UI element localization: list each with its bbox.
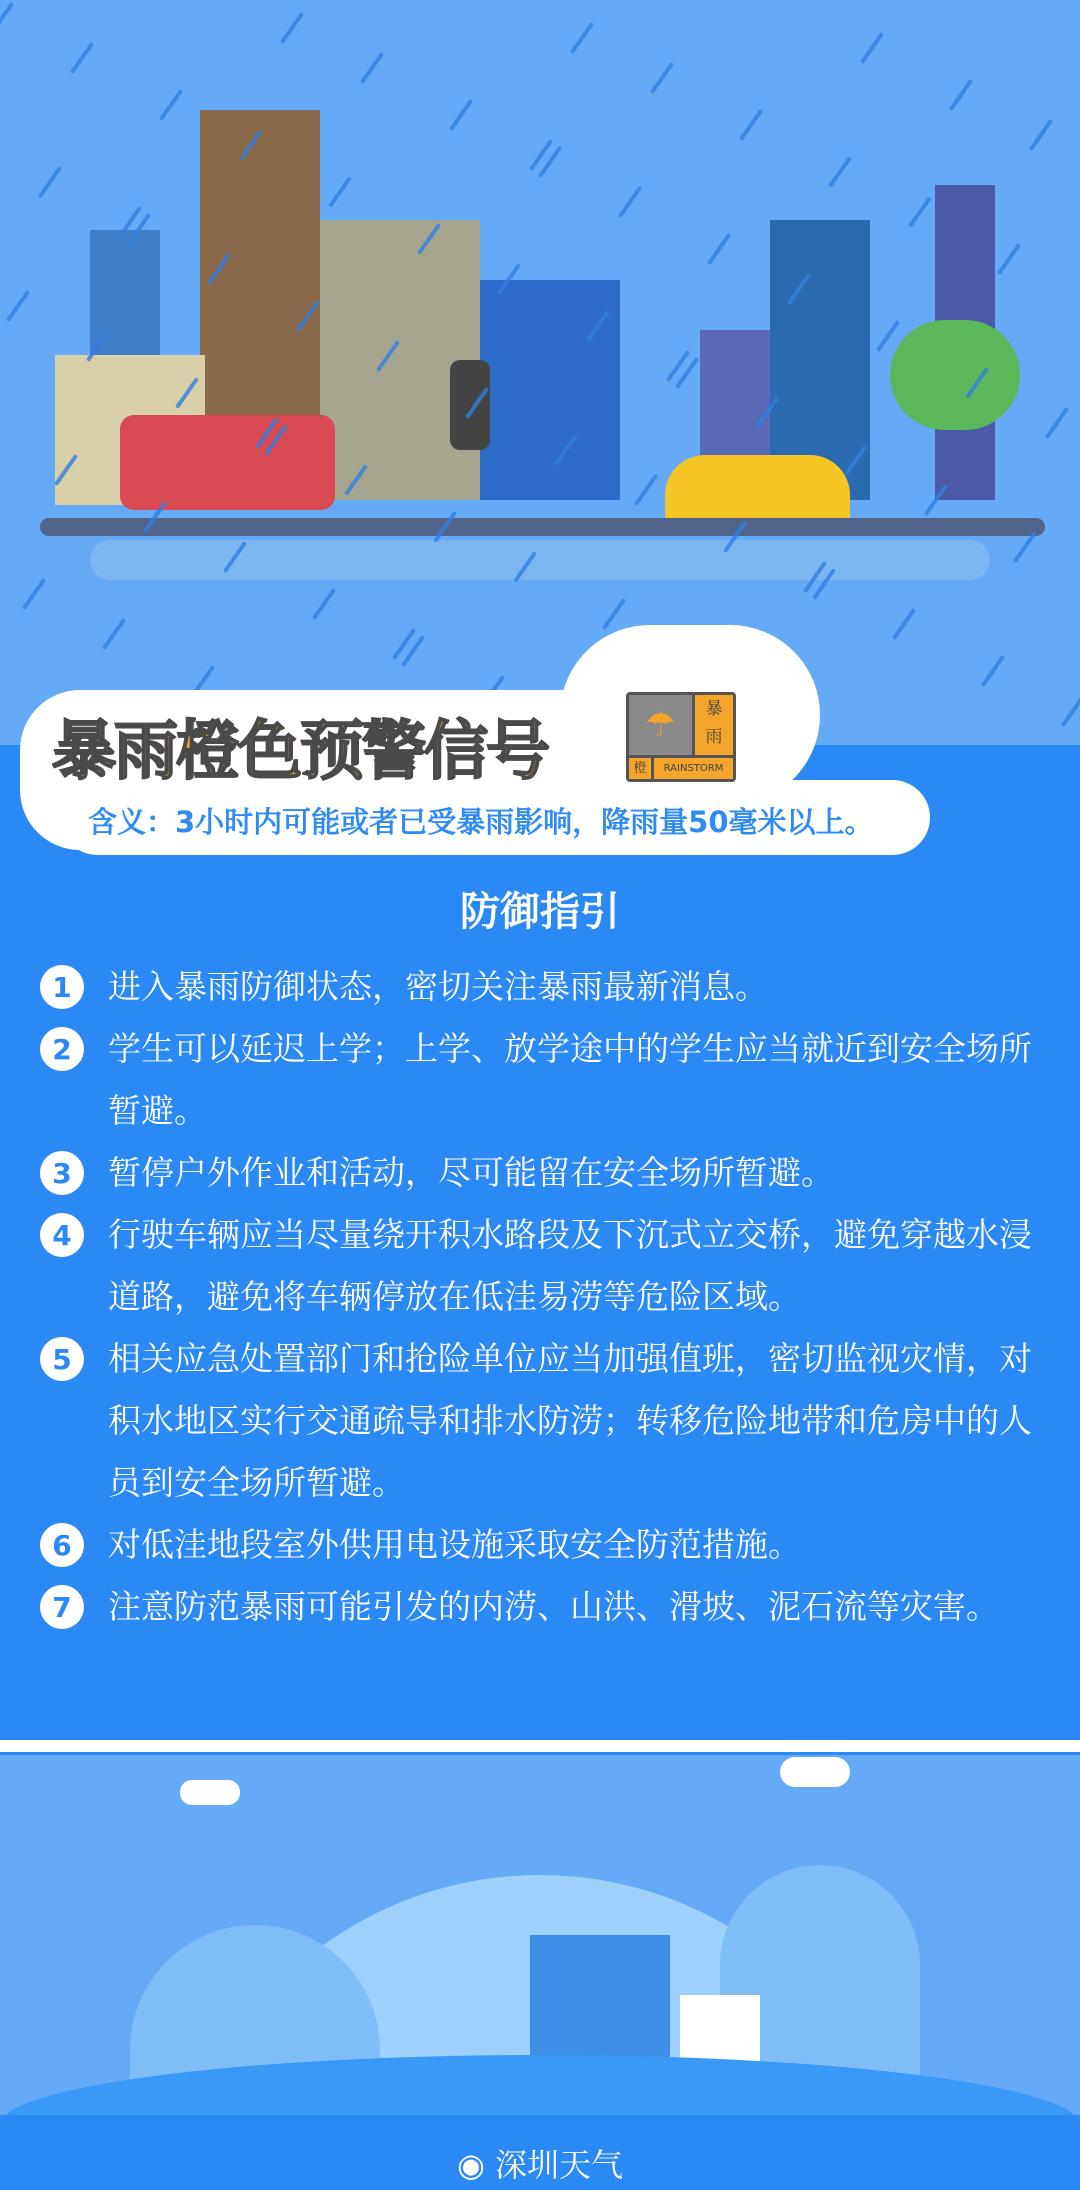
guide-text: 相关应急处置部门和抢险单位应当加强值班，密切监视灾情，对积水地区实行交通疏导和排水防涝；转移危险地带和危房中的人员到安全场所暂避。	[108, 1339, 1032, 1502]
guide-item	[40, 1576, 1050, 1638]
building	[480, 280, 620, 500]
number-badge: 5	[40, 1337, 84, 1381]
tree	[890, 320, 1020, 430]
rain-cloud-icon: ☂	[629, 695, 692, 755]
number-badge: 6	[40, 1523, 84, 1567]
raindrop	[328, 176, 352, 208]
raindrop	[634, 474, 658, 506]
raindrop	[650, 62, 674, 94]
raindrop	[707, 233, 731, 265]
guide-item	[40, 956, 1050, 1018]
raindrop	[892, 608, 916, 640]
guide-item	[40, 1204, 1050, 1328]
raindrop	[0, 2, 14, 34]
warning-title: 暴雨橙色预警信号	[52, 715, 548, 789]
road	[40, 518, 1045, 536]
raindrop	[1029, 119, 1053, 151]
raindrop	[908, 196, 932, 228]
badge-char: 暴	[705, 699, 723, 719]
guide-item	[40, 1142, 1050, 1204]
raindrop	[981, 655, 1005, 687]
raindrop	[997, 243, 1021, 275]
divider	[0, 1740, 1080, 1752]
bus	[120, 415, 335, 510]
car	[665, 455, 850, 525]
puddle-reflection	[90, 540, 990, 580]
raindrop	[739, 109, 763, 141]
cloud	[180, 1780, 240, 1805]
landscape-illustration	[0, 1755, 1080, 2190]
guide-text: 暂停户外作业和活动，尽可能留在安全场所暂避。	[108, 1153, 834, 1192]
raindrop	[449, 99, 473, 131]
brand-name: 深圳天气	[495, 2146, 624, 2184]
number-badge: 7	[40, 1585, 84, 1629]
badge-color-label: 橙	[629, 758, 651, 779]
traffic-light	[450, 360, 490, 450]
guide-text: 行驶车辆应当尽量绕开积水路段及下沉式立交桥，避免穿越水浸道路，避免将车辆停放在低洼易涝等危险区域。	[108, 1215, 1032, 1316]
guide-title: 防御指引	[460, 889, 620, 935]
raindrop	[6, 290, 30, 322]
raindrop	[280, 12, 304, 44]
guide-list	[40, 956, 1050, 1638]
raindrop	[618, 186, 642, 218]
raindrop	[312, 588, 336, 620]
raindrop	[860, 32, 884, 64]
number-badge: 2	[40, 1027, 84, 1071]
raindrop	[1045, 407, 1069, 439]
warning-meaning: 含义：3小时内可能或者已受暴雨影响，降雨量50毫米以上。	[88, 805, 874, 839]
footer-brand	[0, 2140, 1080, 2186]
raindrop	[828, 156, 852, 188]
cloud	[780, 1757, 850, 1787]
number-badge: 3	[40, 1151, 84, 1195]
raindrop	[602, 598, 626, 630]
raindrop	[70, 42, 94, 74]
raindrop	[949, 79, 973, 111]
guide-item	[40, 1514, 1050, 1576]
guide-text: 注意防范暴雨可能引发的内涝、山洪、滑坡、泥石流等灾害。	[108, 1587, 999, 1626]
weibo-icon: ◉	[456, 2146, 485, 2184]
raindrop	[570, 22, 594, 54]
number-badge: 1	[40, 965, 84, 1009]
guide-item	[40, 1328, 1050, 1514]
number-badge: 4	[40, 1213, 84, 1257]
badge-char: 雨	[705, 727, 723, 747]
rainstorm-orange-badge	[626, 692, 736, 782]
raindrop	[360, 52, 384, 84]
raindrop	[102, 618, 126, 650]
guide-item	[40, 1018, 1050, 1142]
city-illustration	[0, 0, 1080, 760]
raindrop	[38, 166, 62, 198]
badge-type-label: RAINSTORM	[654, 758, 733, 779]
guide-text: 学生可以延迟上学；上学、放学途中的学生应当就近到安全场所暂避。	[108, 1029, 1032, 1130]
raindrop	[1061, 695, 1080, 727]
raindrop	[22, 578, 46, 610]
guide-text: 进入暴雨防御状态，密切关注暴雨最新消息。	[108, 967, 768, 1006]
raindrop	[159, 89, 183, 121]
guide-text: 对低洼地段室外供用电设施采取安全防范措施。	[108, 1525, 801, 1564]
